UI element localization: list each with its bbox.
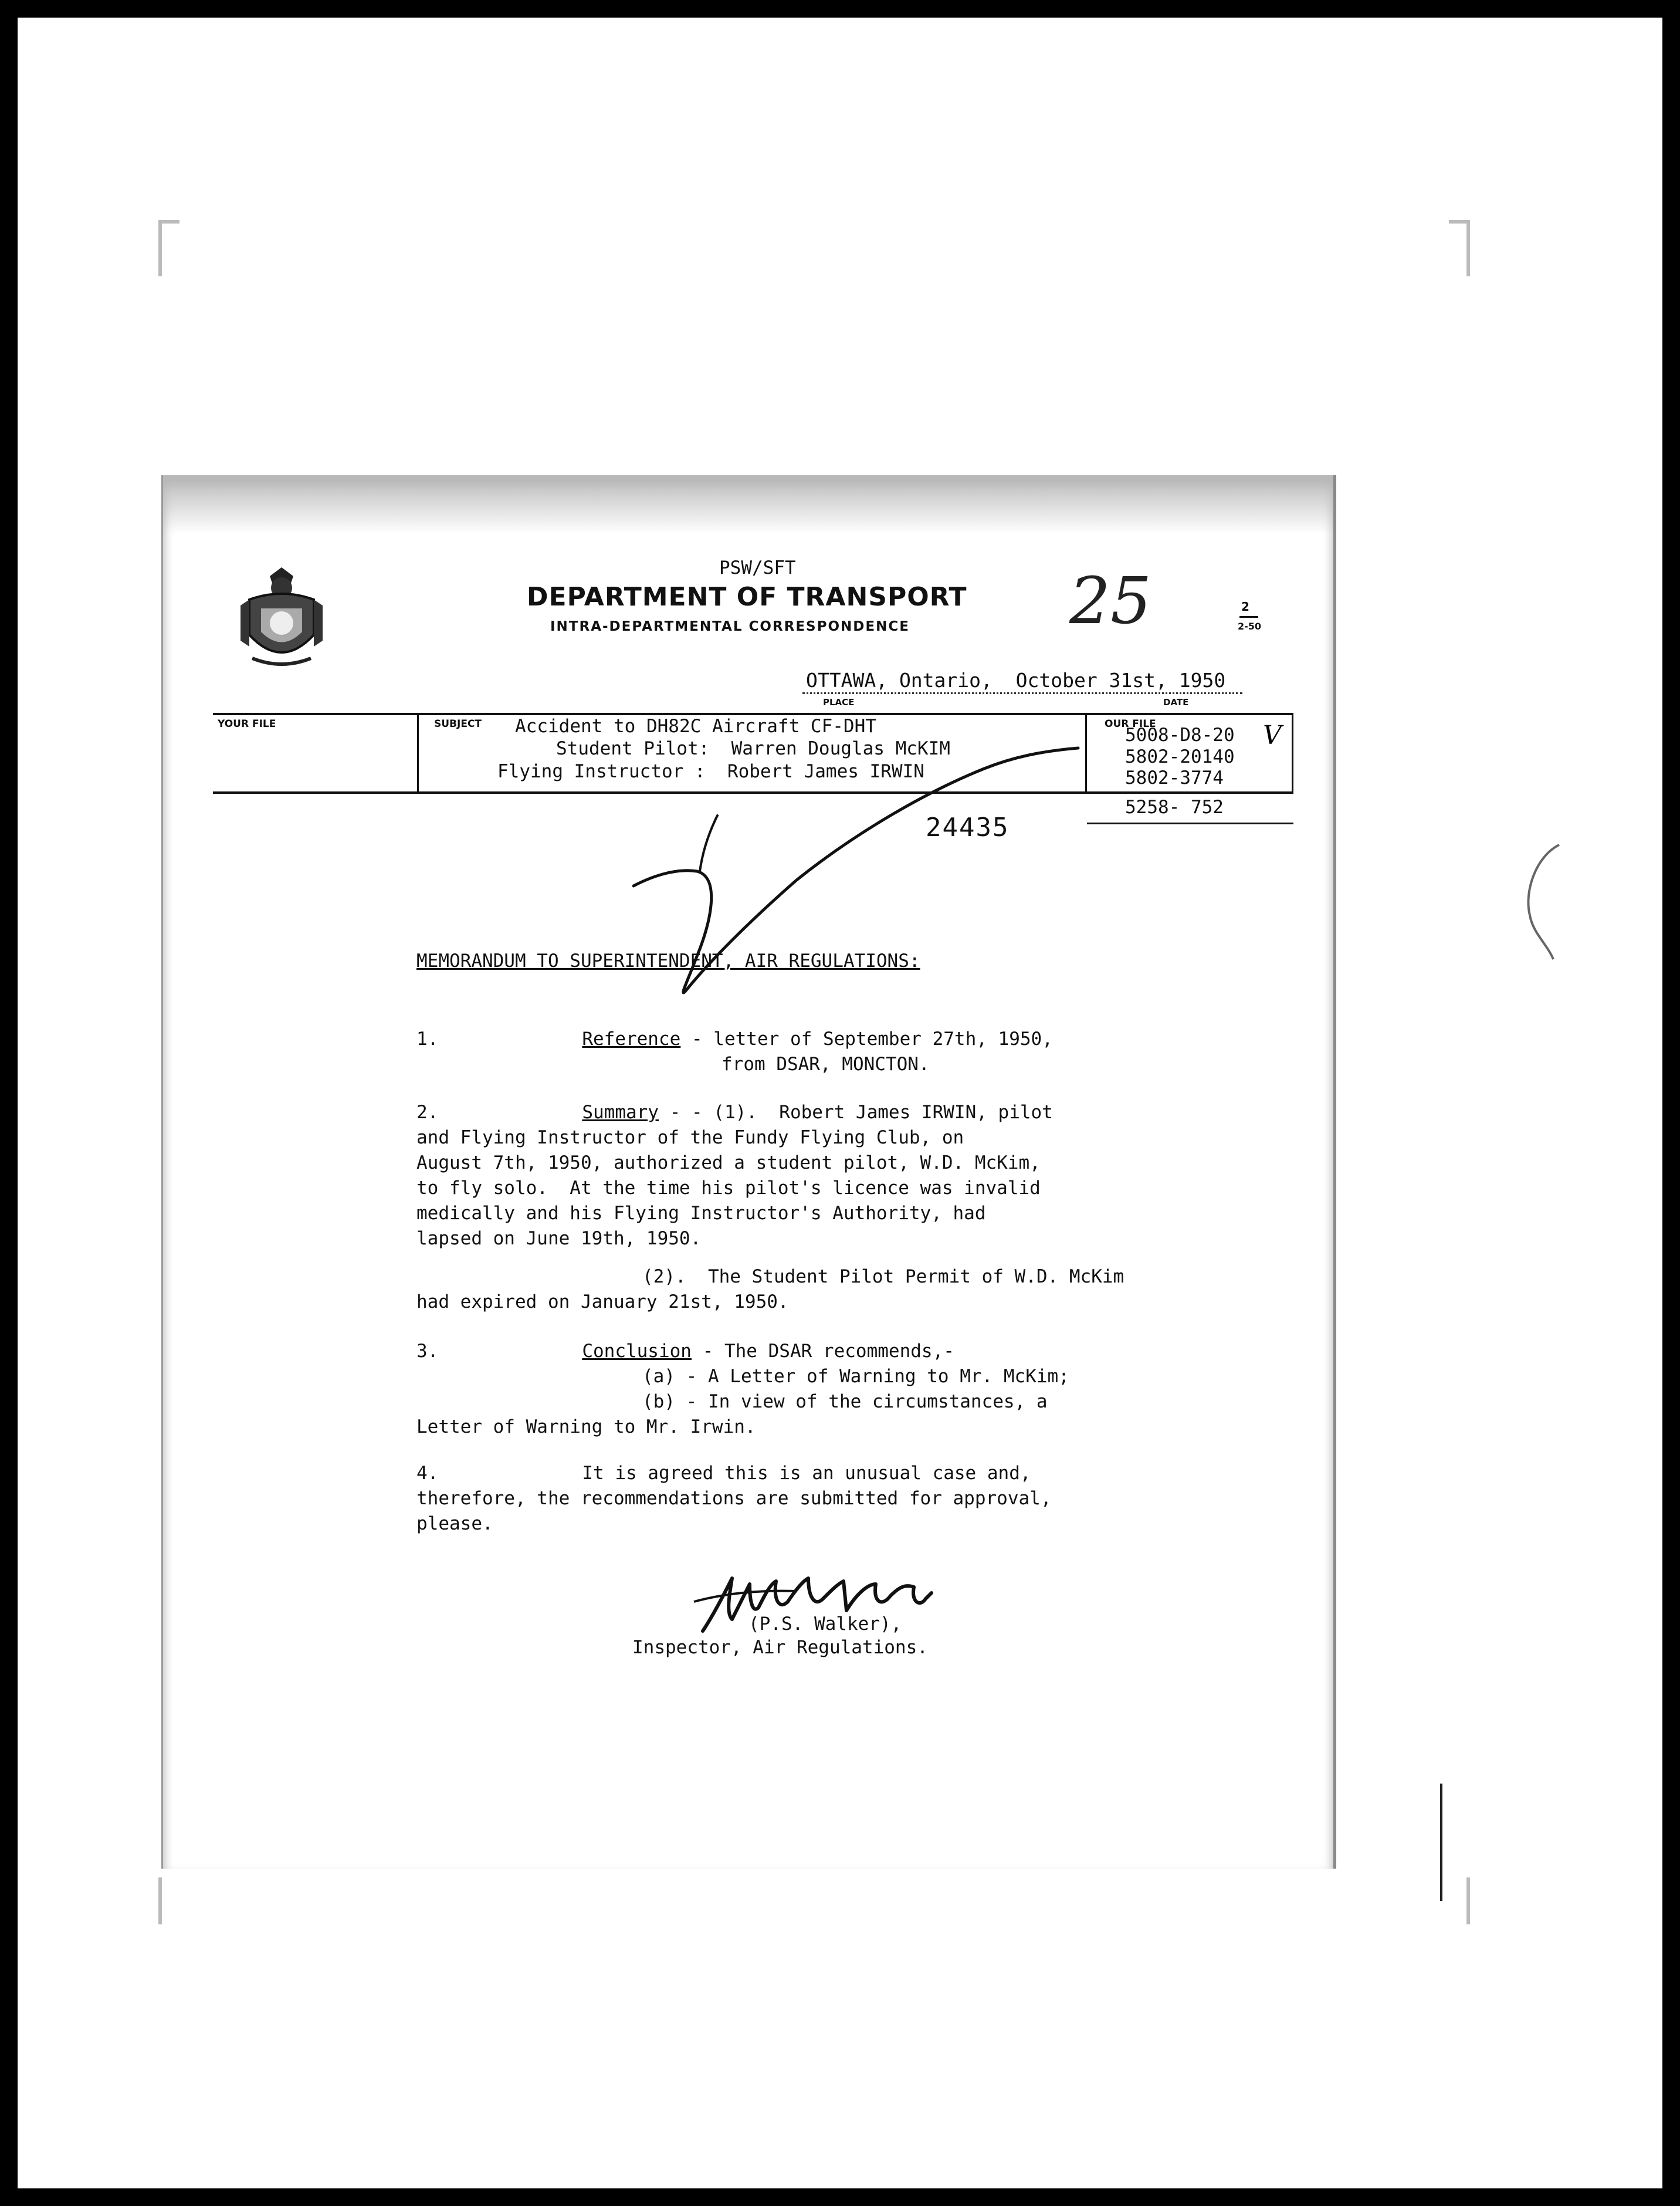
paragraph-text: - The DSAR recommends,- (691, 1341, 954, 1362)
subject-line: Accident to DH82C Aircraft CF-DHT (515, 716, 876, 737)
paragraph-number: 2. (416, 1102, 439, 1123)
paragraph-text: (2). The Student Pilot Permit of W.D. McKim (642, 1266, 1124, 1287)
paragraph-text: - letter of September 27th, 1950, (680, 1028, 1053, 1050)
coat-of-arms-crest (235, 564, 328, 673)
paragraph-text: It is agreed this is an unusual case and, (582, 1463, 1031, 1484)
file-number-rule (1087, 823, 1293, 824)
department-title: DEPARTMENT OF TRANSPORT (527, 582, 967, 612)
place-label: PLACE (823, 697, 855, 708)
paragraph-text: medically and his Flying Instructor's Authority, had (416, 1203, 986, 1224)
form-number-divider (1239, 616, 1258, 618)
paragraph-4 (416, 1461, 1052, 1537)
paragraph-number: 3. (416, 1341, 439, 1362)
subject-label: SUBJECT (434, 718, 482, 730)
your-file-label: YOUR FILE (218, 718, 276, 730)
crop-mark-bottom-left (158, 1877, 179, 1924)
handwritten-check-mark: V (1263, 720, 1282, 750)
paragraph-text: - - (1). Robert James IRWIN, pilot (658, 1102, 1053, 1123)
paragraph-text: August 7th, 1950, authorized a student pilot, W.D. McKim, (416, 1152, 1041, 1173)
routing-code: PSW/SFT (719, 557, 796, 578)
memo-sheet (161, 475, 1336, 1869)
paragraph-text: from DSAR, MONCTON. (722, 1054, 930, 1075)
subject-box-right-edge (1292, 713, 1293, 791)
registry-stamp-number: 24435 (926, 813, 1010, 843)
crop-mark-top-right (1449, 220, 1470, 276)
handwritten-page-number: 25 (1069, 563, 1151, 638)
paragraph-number: 1. (416, 1028, 439, 1050)
subject-line: Flying Instructor : Robert James IRWIN (497, 761, 924, 782)
paragraph-text: (a) - A Letter of Warning to Mr. McKim; (642, 1366, 1069, 1387)
crop-mark-bottom-right (1449, 1877, 1470, 1924)
paragraph-label: Summary (582, 1102, 659, 1123)
memo-heading: MEMORANDUM TO SUPERINTENDENT, AIR REGULATIONS: (416, 950, 920, 972)
date-label: DATE (1163, 697, 1189, 708)
paragraph-text: and Flying Instructor of the Fundy Flying Club, on (416, 1127, 964, 1148)
paragraph-label: Reference (582, 1028, 681, 1050)
file-number: 5802-20140 (1125, 746, 1235, 767)
our-file-label: OUR FILE (1105, 718, 1156, 730)
place-date-line: OTTAWA, Ontario, October 31st, 1950 (806, 669, 1226, 692)
department-subtitle: INTRA-DEPARTMENTAL CORRESPONDENCE (550, 619, 910, 634)
paragraph-2-part-2 (416, 1264, 1124, 1315)
signatory-name: (P.S. Walker), (748, 1613, 902, 1635)
paragraph-2 (416, 1100, 1053, 1251)
place-date-dotted-rule (802, 692, 1242, 694)
file-number: 5008-D8-20 (1125, 725, 1235, 746)
paragraph-text: lapsed on June 19th, 1950. (416, 1228, 702, 1249)
paragraph-label: Conclusion (582, 1341, 692, 1362)
subject-line: Student Pilot: Warren Douglas McKIM (556, 738, 950, 759)
form-date: 2-50 (1238, 621, 1262, 632)
paragraph-1 (416, 1027, 1053, 1077)
form-number: 2 (1241, 600, 1249, 614)
sheet-fold-shadow (163, 475, 1333, 534)
margin-pencil-mark (1512, 839, 1565, 962)
subject-box-divider-left (417, 713, 419, 791)
paragraph-text: please. (416, 1513, 493, 1534)
margin-line-mark (1440, 1784, 1442, 1901)
paragraph-text: (b) - In view of the circumstances, a (642, 1391, 1048, 1412)
paragraph-text: therefore, the recommendations are submitted for approval, (416, 1488, 1052, 1509)
large-approval-tick (632, 745, 1090, 1050)
paragraph-number: 4. (416, 1463, 439, 1484)
signatory-title: Inspector, Air Regulations. (632, 1637, 928, 1658)
photo-frame (18, 18, 1662, 2188)
file-number: 5802-3774 (1125, 767, 1224, 789)
paragraph-text: had expired on January 21st, 1950. (416, 1291, 789, 1312)
paragraph-3 (416, 1339, 1069, 1440)
paragraph-text: to fly solo. At the time his pilot's licence was invalid (416, 1178, 1041, 1199)
file-number: 5258- 752 (1125, 797, 1224, 818)
paragraph-text: Letter of Warning to Mr. Irwin. (416, 1416, 756, 1437)
crop-mark-top-left (158, 220, 179, 276)
